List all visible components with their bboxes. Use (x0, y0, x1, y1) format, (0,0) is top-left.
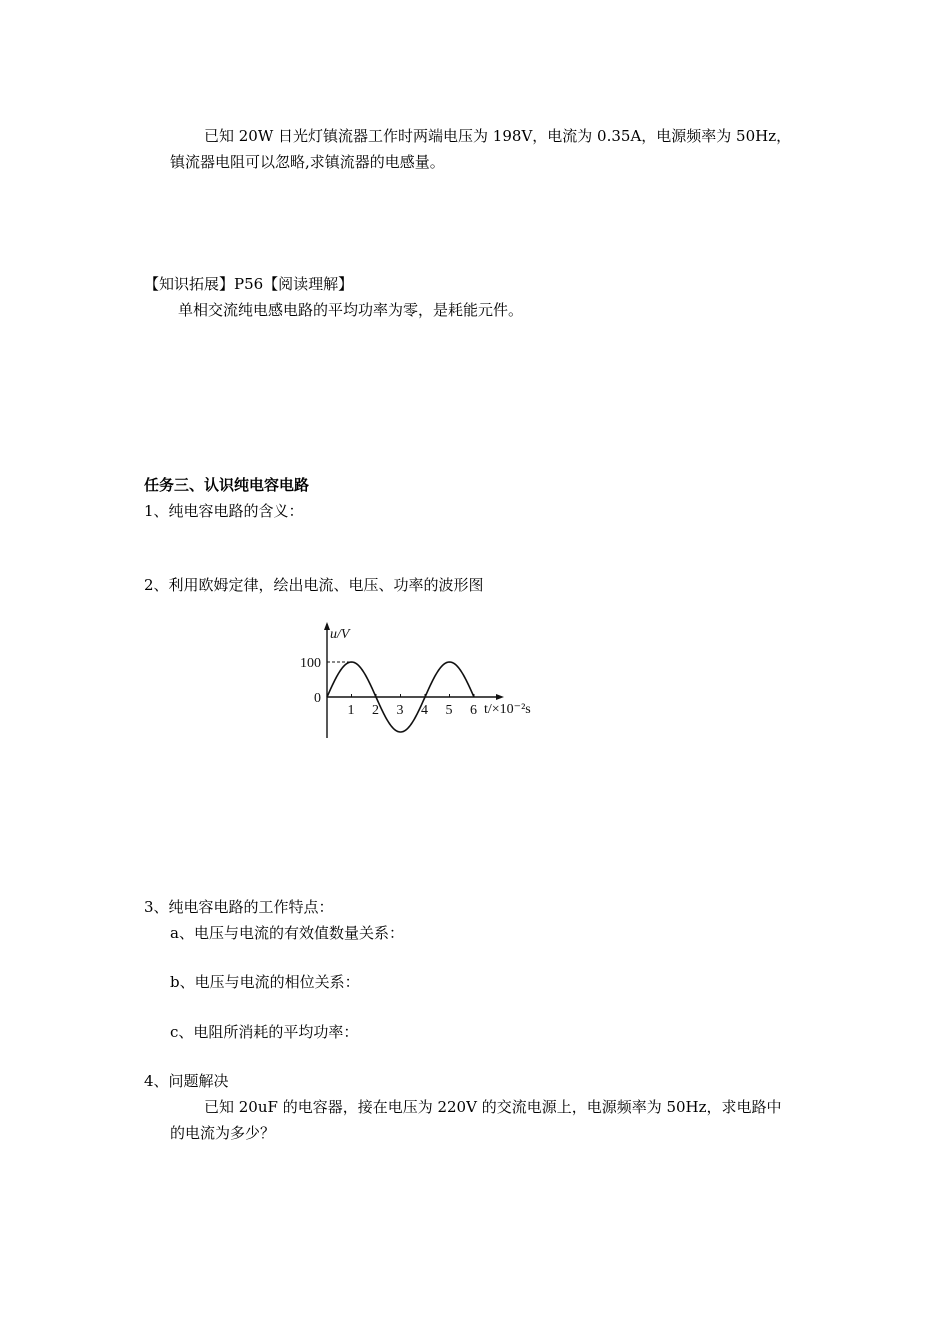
x-tick-label: 5 (445, 703, 453, 718)
extension-heading: 【知识拓展】P56【阅读理解】 (144, 275, 354, 293)
x-tick-label: 4 (421, 703, 428, 718)
task3-problem-line2: 的电流为多少？ (170, 1124, 276, 1142)
task3-item1: 1、纯电容电路的含义： (144, 502, 304, 520)
problem1-line1: 已知 20W 日光灯镇流器工作时两端电压为 198V，电流为 0.35A，电源频率为 50Hz， (204, 127, 792, 145)
task3-item2: 2、利用欧姆定律，绘出电流、电压、功率的波形图 (144, 576, 484, 594)
x-tick-label: 6 (470, 703, 477, 718)
task3-item4: 4、问题解决 (144, 1072, 229, 1090)
x-tick-label: 3 (396, 703, 404, 718)
y-tick-label: 0 (314, 691, 321, 706)
task3-item3b: b、电压与电流的相位关系： (170, 973, 360, 991)
task3-item3a: a、电压与电流的有效值数量关系： (170, 924, 404, 942)
x-tick-label: 1 (347, 703, 355, 718)
extension-text: 单相交流纯电感电路的平均功率为零，是耗能元件。 (178, 301, 524, 319)
task3-problem-line1: 已知 20uF 的电容器，接在电压为 220V 的交流电源上，电源频率为 50Hz，求电路中 (204, 1098, 782, 1116)
problem1-line2: 镇流器电阻可以忽略,求镇流器的电感量。 (170, 153, 445, 171)
voltage-waveform-graph (300, 616, 552, 746)
task3-item3: 3、纯电容电路的工作特点： (144, 898, 334, 916)
y-tick-label: 100 (300, 656, 321, 671)
x-axis-label: t/×10⁻²s (484, 702, 531, 717)
task3-item3c: c、电阻所消耗的平均功率： (170, 1023, 359, 1041)
y-axis-label: u/V (330, 627, 350, 642)
task3-title: 任务三、认识纯电容电路 (144, 476, 310, 494)
x-tick-label: 2 (372, 703, 379, 718)
x-axis-arrow (496, 694, 504, 700)
